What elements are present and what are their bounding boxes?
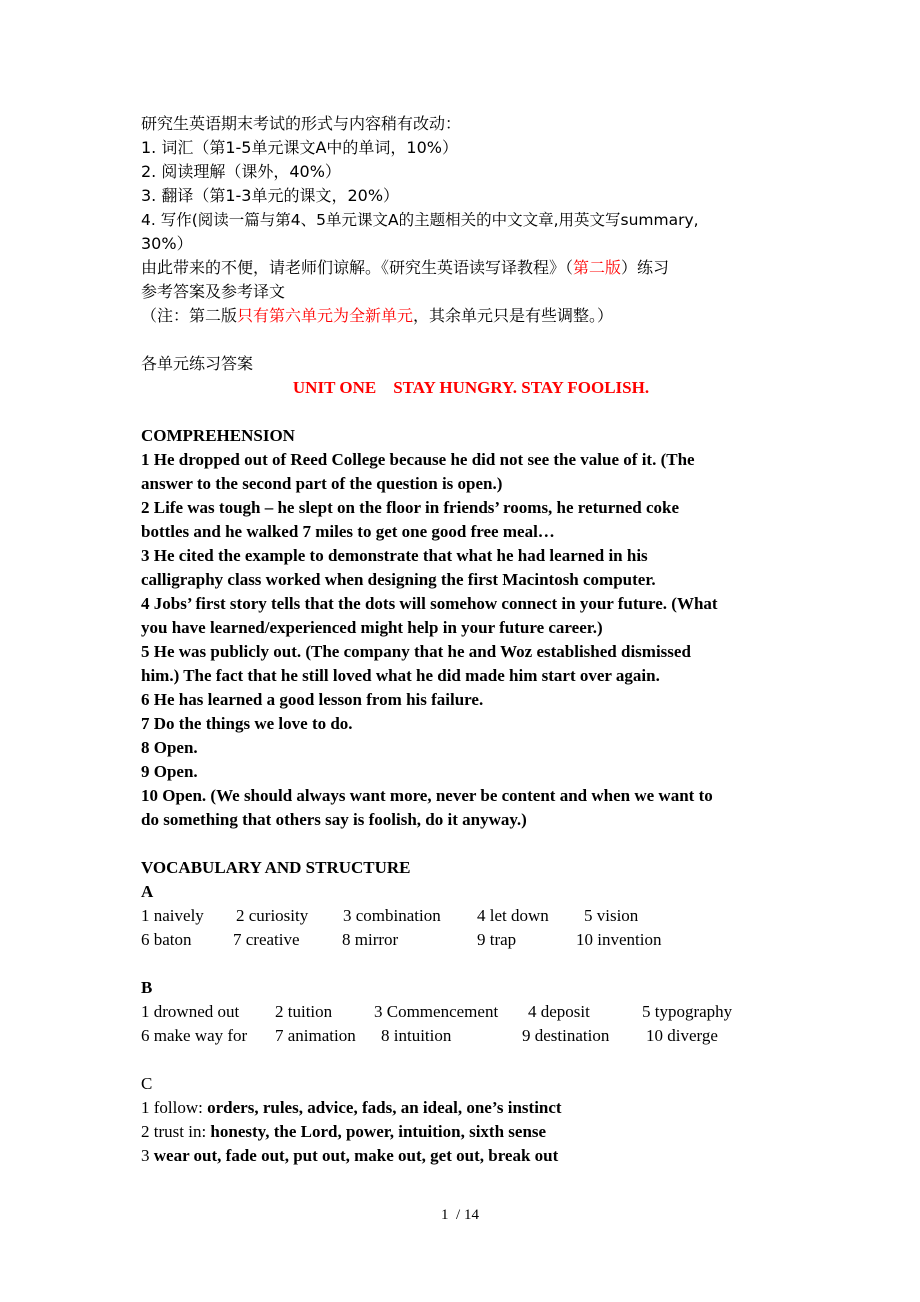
edition-highlight: 第二版 (573, 258, 622, 277)
spacer (141, 952, 801, 976)
answer-item: 9 destination (522, 1026, 610, 1045)
answer-item: 7 creative (233, 930, 300, 949)
part-c-prefix: 1 follow: (141, 1098, 208, 1117)
section-heading: 各单元练习答案 (141, 354, 254, 373)
note-prefix: （注：第二版 (141, 306, 238, 325)
unit-title: UNIT ONE STAY HUNGRY. STAY FOOLISH. (292, 378, 650, 397)
part-c-line (141, 1096, 801, 1120)
spacer (141, 832, 801, 856)
notice-item: 2. 阅读理解（课外，40%） (141, 162, 341, 181)
notice-item: 30%） (141, 234, 193, 253)
comprehension-line: 2 Life was tough – he slept on the floor in friends’ rooms, he returned coke (141, 498, 680, 517)
part-b-label: B (141, 978, 153, 997)
part-c-prefix: 3 (141, 1146, 154, 1165)
apology-line-2: 参考答案及参考译文 (141, 282, 286, 301)
comprehension-line: you have learned/experienced might help in your future career.) (141, 618, 603, 637)
comprehension-line: 6 He has learned a good lesson from his failure. (141, 690, 484, 709)
comprehension-line: do something that others say is foolish, do it anyway.) (141, 810, 527, 829)
comprehension-line: 5 He was publicly out. (The company that he and Woz established dismissed (141, 642, 691, 661)
part-c-prefix: 2 trust in: (141, 1122, 211, 1141)
comprehension-heading: COMPREHENSION (141, 426, 295, 445)
part-c-line (141, 1144, 801, 1168)
notice-item: 4. 写作(阅读一篇与第4、5单元课文A的主题相关的中文文章,用英文写summary, (141, 211, 699, 229)
comprehension-line: him.) The fact that he still loved what he did made him start over again. (141, 666, 660, 685)
document-page (141, 112, 801, 1168)
answer-item: 8 mirror (342, 930, 399, 949)
answer-item: 4 let down (477, 906, 549, 925)
answer-item: 10 invention (576, 930, 662, 949)
part-c-line (141, 1120, 801, 1144)
answer-item: 2 curiosity (236, 906, 309, 925)
part-a-label: A (141, 882, 154, 901)
comprehension-line: bottles and he walked 7 miles to get one good free meal… (141, 522, 555, 541)
answer-item: 1 drowned out (141, 1002, 240, 1021)
notice-intro: 研究生英语期末考试的形式与内容稍有改动： (141, 114, 462, 133)
answer-item: 6 baton (141, 930, 192, 949)
answer-item: 9 trap (477, 930, 517, 949)
notice-item: 1. 词汇（第1-5单元课文A中的单词，10%） (141, 138, 458, 157)
apology-text-end: ）练习 (621, 258, 670, 277)
answer-item: 6 make way for (141, 1026, 248, 1045)
answer-item: 1 naively (141, 906, 204, 925)
part-a-row (141, 928, 801, 952)
answer-item: 5 typography (642, 1002, 733, 1021)
spacer (141, 328, 801, 352)
answer-item: 10 diverge (646, 1026, 718, 1045)
vocabulary-heading: VOCABULARY AND STRUCTURE (141, 858, 411, 877)
answer-item: 3 Commencement (374, 1002, 499, 1021)
page-number: 1 / 14 (441, 1207, 479, 1223)
comprehension-line: 10 Open. (We should always want more, never be content and when we want to (141, 786, 713, 805)
comprehension-line: calligraphy class worked when designing the first Macintosh computer. (141, 570, 656, 589)
spacer (141, 400, 801, 424)
part-c-answers: honesty, the Lord, power, intuition, sixth sense (210, 1122, 547, 1141)
part-a-row (141, 904, 801, 928)
apology-text: 由此带来的不便，请老师们谅解。《研究生英语读写译教程》（ (141, 258, 574, 277)
comprehension-line: 3 He cited the example to demonstrate that what he had learned in his (141, 546, 648, 565)
answer-item: 4 deposit (528, 1002, 590, 1021)
note-highlight: 只有第六单元为全新单元 (237, 306, 414, 325)
comprehension-line: 4 Jobs’ first story tells that the dots will somehow connect in your future. (What (141, 594, 718, 613)
answer-item: 2 tuition (275, 1002, 333, 1021)
answer-item: 3 combination (343, 906, 441, 925)
answer-item: 7 animation (275, 1026, 356, 1045)
comprehension-line: 9 Open. (141, 762, 198, 781)
comprehension-line: 8 Open. (141, 738, 198, 757)
comprehension-line: 1 He dropped out of Reed College because he did not see the value of it. (The (141, 450, 695, 469)
comprehension-line: 7 Do the things we love to do. (141, 714, 353, 733)
apology-line (141, 256, 801, 280)
comprehension-line: answer to the second part of the question is open.) (141, 474, 503, 493)
part-b-row (141, 1024, 801, 1048)
answer-item: 8 intuition (381, 1026, 452, 1045)
note-line (141, 304, 801, 328)
part-b-row (141, 1000, 801, 1024)
note-suffix: ，其余单元只是有些调整。） (413, 306, 614, 325)
part-c-label: C (141, 1074, 153, 1093)
part-c-answers: orders, rules, advice, fads, an ideal, one’s instinct (207, 1098, 562, 1117)
spacer (141, 1048, 801, 1072)
answer-item: 5 vision (584, 906, 639, 925)
notice-item: 3. 翻译（第1-3单元的课文，20%） (141, 186, 400, 205)
part-c-answers: wear out, fade out, put out, make out, get out, break out (153, 1146, 559, 1165)
